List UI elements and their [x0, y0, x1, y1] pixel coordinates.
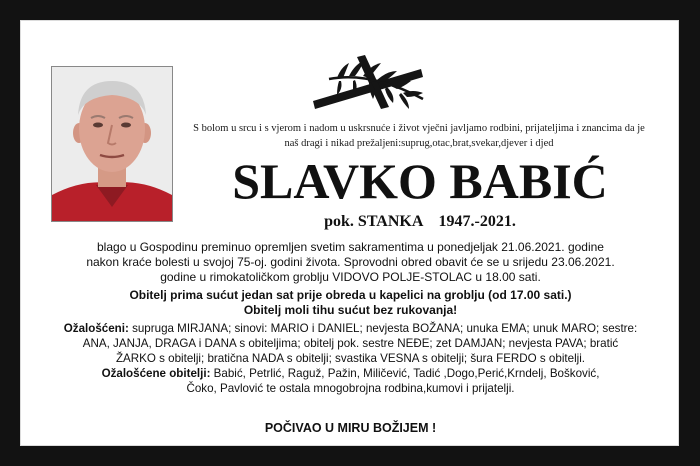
obituary-card [20, 20, 679, 446]
families-text: Babić, Petrlić, Raguž, Pažin, Miličević, Tadić ,Dogo,Perić,Krndelj, Bošković, [210, 367, 600, 380]
closing-line: POČIVAO U MIRU BOŽIJEM ! [264, 421, 437, 435]
body-line: nakon kraće bolesti u svojoj 75-oj. godini života. Sprovodni obred obavit će se u srijedu 23.06.2021. [86, 255, 615, 269]
intro-text: S bolom u srcu i s vjerom i nadom u uskrsnuće i život vječni javljamo rodbini, prijateljima i znancima da je naš dragi i nikad prežaljeni:suprug,otac,brat,svekar,djever i djed [193, 123, 645, 149]
parent-and-years: pok. STANKA 1947.-2021. [324, 213, 516, 230]
mourners-text: supruga MIRJANA; sinovi: MARIO i DANIEL; nevjesta BOŽANA; unuka EMA; unuk MARO; sestre: [128, 322, 638, 335]
body-line: blago u Gospodinu preminuo opremljen svetim sakramentima u ponedjeljak 21.06.2021. godine [97, 240, 604, 254]
mourners-line: ANA, JANJA, DRAGA i DANA s obiteljima; obitelj pok. sestre NEĐE; zet DAMJAN; nevjesta PAVA; bratić [82, 337, 619, 350]
deceased-name: SLAVKO BABIĆ [232, 153, 608, 209]
portrait-photo [51, 66, 173, 222]
mourners-line: ŽARKO s obitelji; bratična NADA s obitelji; svastika VESNA s obitelji; šura FERDO s obitelji. [115, 352, 586, 365]
mourners-line [29, 321, 672, 336]
cross-with-palm-icon [311, 49, 441, 115]
portrait-illustration [52, 67, 172, 221]
families-label: Ožalošćene obitelji: [101, 367, 211, 380]
families-line: Čoko, Pavlović te ostala mnogobrojna rodbina,kumovi i prijatelji. [186, 382, 515, 395]
condolence-notice: Obitelj prima sućut jedan sat prije obreda u kapelici na groblju (od 17.00 sati.) [129, 288, 572, 302]
body-line: godine u rimokatoličkom groblju VIDOVO POLJE-STOLAC u 18.00 sati. [160, 270, 541, 284]
families-line [29, 366, 672, 381]
mourners-label: Ožalošćeni: [63, 322, 129, 335]
condolence-notice: Obitelj moli tihu sućut bez rukovanja! [243, 303, 458, 317]
obituary-body [29, 240, 672, 396]
